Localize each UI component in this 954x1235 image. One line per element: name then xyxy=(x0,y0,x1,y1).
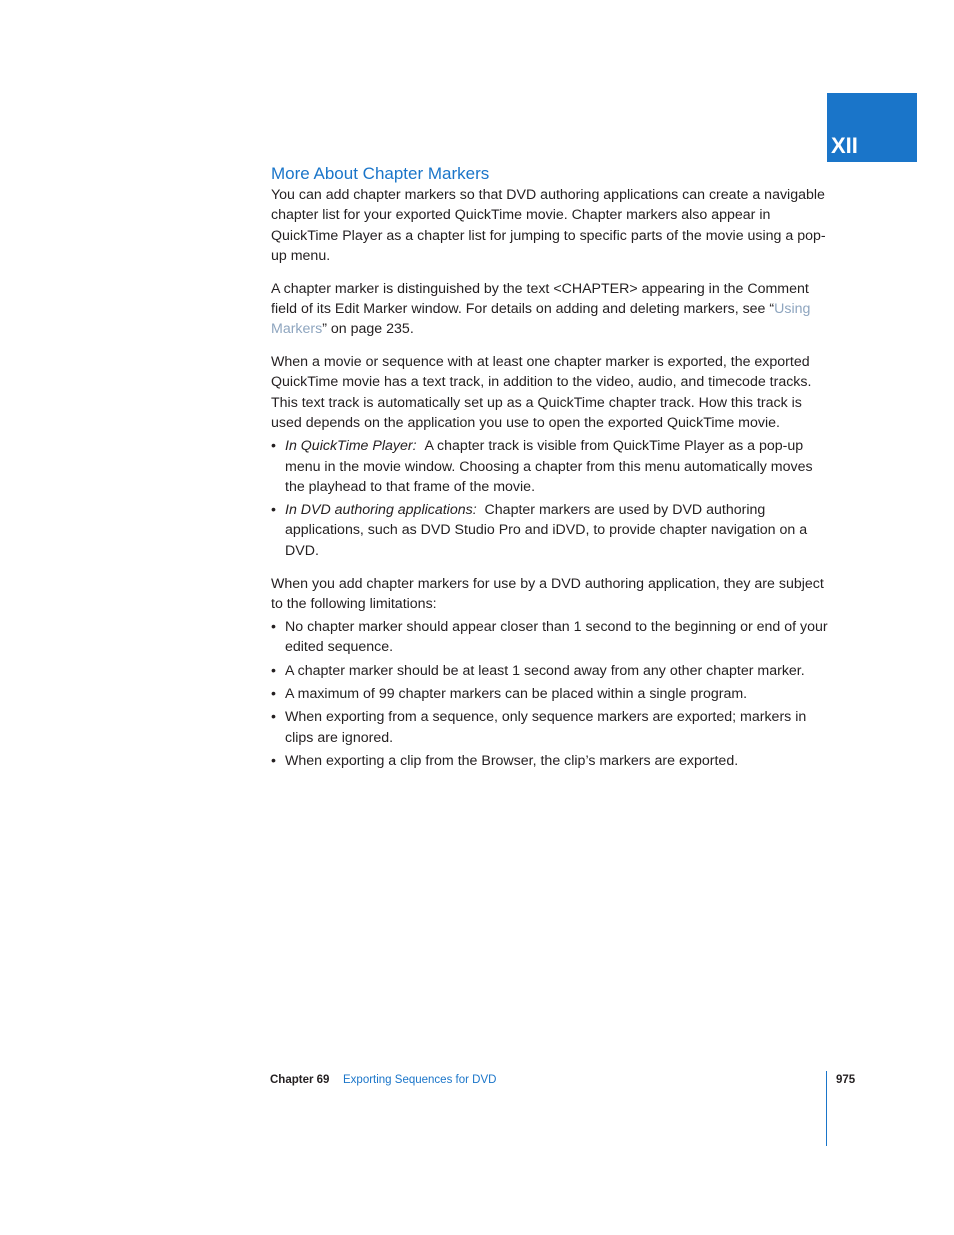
export-paragraph: When a movie or sequence with at least one chapter marker is exported, the exported QuickTime movie has a text track, in addition to the video, audio, and timecode tracks. This text track is automatically set up as a QuickTime chapter track. How this track is used depends on the application you use to open the exported QuickTime movie. xyxy=(271,354,812,431)
chapter-marker-paragraph xyxy=(271,279,831,340)
list-item xyxy=(271,661,831,681)
list-item xyxy=(271,751,831,771)
footer-chapter-title-link[interactable]: Exporting Sequences for DVD xyxy=(343,1074,497,1086)
para2-text-before: A chapter marker is distinguished by the text <CHAPTER> appearing in the Comment field of its Edit Marker window. For details on adding and deleting markers, see “ xyxy=(271,280,809,317)
list-item-text: A chapter marker should be at least 1 second away from any other chapter marker. xyxy=(285,662,805,679)
list-item-text: A chapter track is visible from QuickTime Player as a pop-up menu in the movie window. Choosing a chapter from this menu automatically moves the playhead to that frame of the movie. xyxy=(285,438,813,495)
main-content xyxy=(271,163,831,774)
footer-chapter-label: Chapter 69 xyxy=(270,1074,330,1086)
list-item-text: A maximum of 99 chapter markers can be placed within a single program. xyxy=(285,686,748,703)
limitations-list xyxy=(271,617,831,771)
bullet: • xyxy=(271,619,276,636)
intro-paragraph: You can add chapter markers so that DVD authoring applications can create a navigable chapter list for your exported QuickTime movie. Chapter markers also appear in QuickTime Player as a chapter list for jumping to specific parts of the movie using a pop-up menu. xyxy=(271,187,826,264)
bullet: • xyxy=(271,662,276,679)
list-item xyxy=(271,436,831,497)
section-title: More About Chapter Markers xyxy=(271,164,490,183)
using-markers-link[interactable]: Using Markers xyxy=(271,300,811,338)
list-item-text: When exporting from a sequence, only sequence markers are exported; markers in clips are ignored. xyxy=(285,709,807,746)
part-tab xyxy=(827,93,917,162)
page-number: 975 xyxy=(836,1074,856,1086)
bullet: • xyxy=(271,752,276,769)
list-item xyxy=(271,707,831,748)
list-item-term: In QuickTime Player: xyxy=(285,438,417,455)
bullet: • xyxy=(271,438,276,455)
limitations-intro-paragraph: When you add chapter markers for use by a DVD authoring application, they are subject to the following limitations: xyxy=(271,575,824,612)
bullet: • xyxy=(271,686,276,703)
list-item-text: When exporting a clip from the Browser, the clip’s markers are exported. xyxy=(285,752,739,769)
para2-text-after: ” on page 235. xyxy=(322,321,414,338)
list-item-term: In DVD authoring applications: xyxy=(285,502,477,519)
list-item-text: No chapter marker should appear closer than 1 second to the beginning or end of your edited sequence. xyxy=(285,619,828,656)
list-item xyxy=(271,500,831,561)
uses-list xyxy=(271,436,831,561)
list-item-text: Chapter markers are used by DVD authoring applications, such as DVD Studio Pro and iDVD, to provide chapter navigation on a DVD. xyxy=(285,502,808,559)
footer-divider xyxy=(826,1071,827,1146)
part-tab-label: XII xyxy=(831,133,858,158)
bullet: • xyxy=(271,502,276,519)
list-item xyxy=(271,617,831,658)
bullet: • xyxy=(271,709,276,726)
list-item xyxy=(271,684,831,704)
